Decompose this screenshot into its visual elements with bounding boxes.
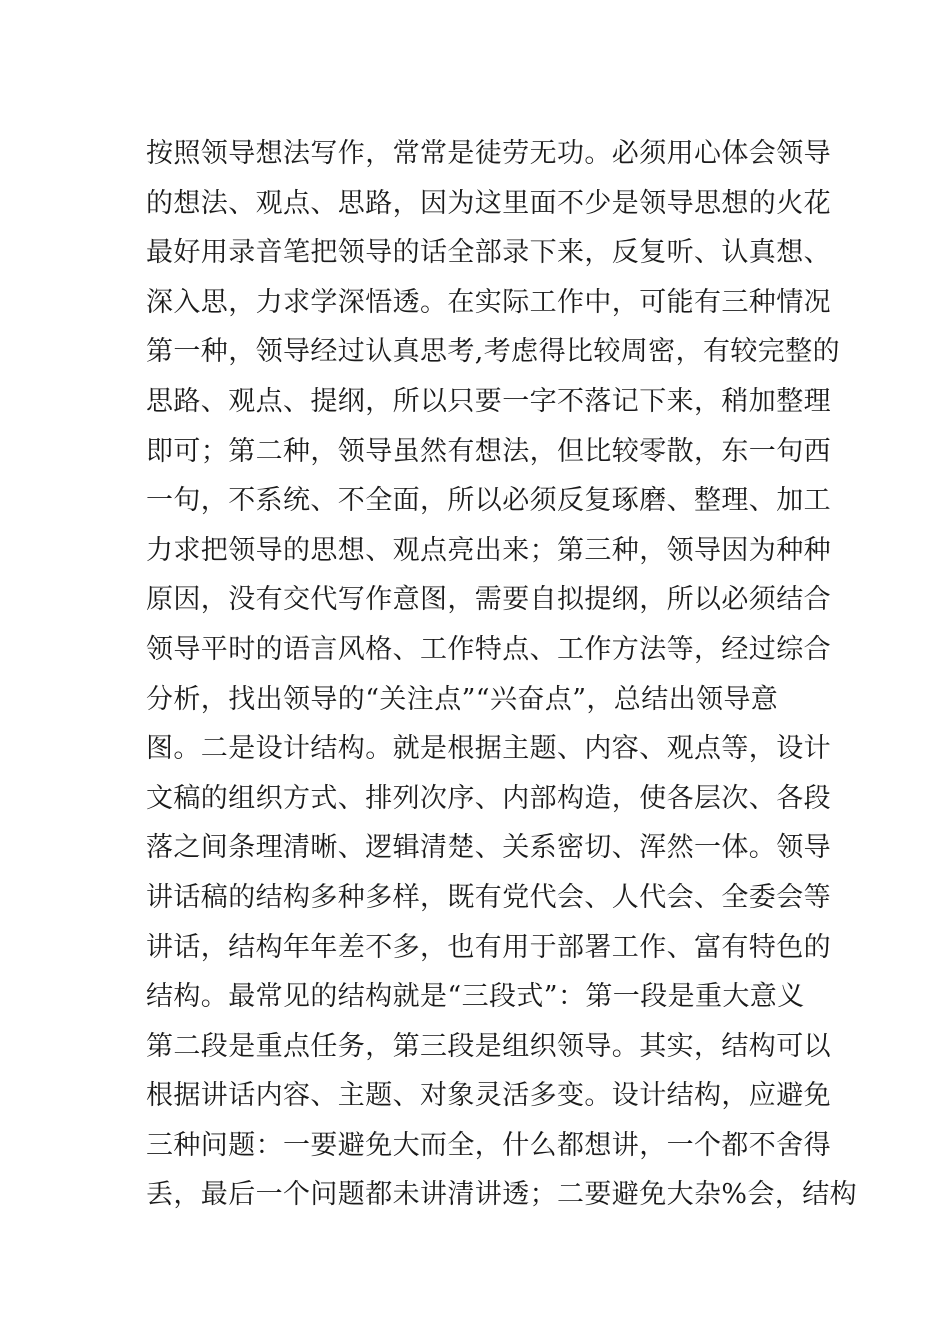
- text-line: 原因，没有交代写作意图，需要自拟提纲，所以必须结合: [146, 584, 831, 616]
- text-line: 第一种，领导经过认真思考,考虑得比较周密，有较完整的: [146, 336, 840, 368]
- text-line: 思路、观点、提纲，所以只要一字不落记下来，稍加整理: [146, 385, 831, 417]
- text-line: 最好用录音笔把领导的话全部录下来，反复听、认真想、: [146, 237, 831, 269]
- text-line: 图。二是设计结构。就是根据主题、内容、观点等，设计: [146, 733, 831, 765]
- text-line: 讲话稿的结构多种多样，既有党代会、人代会、全委会等: [146, 881, 831, 913]
- text-line: 文稿的组织方式、排列次序、内部构造，使各层次、各段: [146, 782, 831, 814]
- text-line: 结构。最常见的结构就是“三段式”：第一段是重大意义: [146, 981, 805, 1013]
- body-text: [146, 129, 858, 1220]
- text-line: 力求把领导的思想、观点亮出来；第三种，领导因为种种: [146, 534, 831, 566]
- text-line: 即可；第二种，领导虽然有想法，但比较零散，东一句西: [146, 435, 831, 467]
- text-line: 一句，不系统、不全面，所以必须反复琢磨、整理、加工: [146, 485, 831, 517]
- text-line: 落之间条理清晰、逻辑清楚、关系密切、浑然一体。领导: [146, 832, 831, 864]
- text-line: 根据讲话内容、主题、对象灵活多变。设计结构，应避免: [146, 1080, 831, 1112]
- text-line: 按照领导想法写作，常常是徒劳无功。必须用心体会领导: [146, 138, 831, 169]
- text-line: 讲话，结构年年差不多，也有用于部署工作、富有特色的: [146, 931, 831, 963]
- text-line: 的想法、观点、思路，因为这里面不少是领导思想的火花: [146, 187, 831, 219]
- text-line: 领导平时的语言风格、工作特点、工作方法等，经过综合: [146, 633, 831, 665]
- text-line: 三种问题：一要避免大而全，什么都想讲，一个都不舍得: [146, 1129, 831, 1161]
- text-line: 分析，找出领导的“关注点”“兴奋点”，总结出领导意: [146, 683, 779, 715]
- text-line: 深入思，力求学深悟透。在实际工作中，可能有三种情况: [146, 286, 831, 318]
- text-line: 第二段是重点任务，第三段是组织领导。其实，结构可以: [146, 1030, 831, 1062]
- text-line: 丢，最后一个问题都未讲清讲透；二要避免大杂%会，结构: [146, 1179, 858, 1211]
